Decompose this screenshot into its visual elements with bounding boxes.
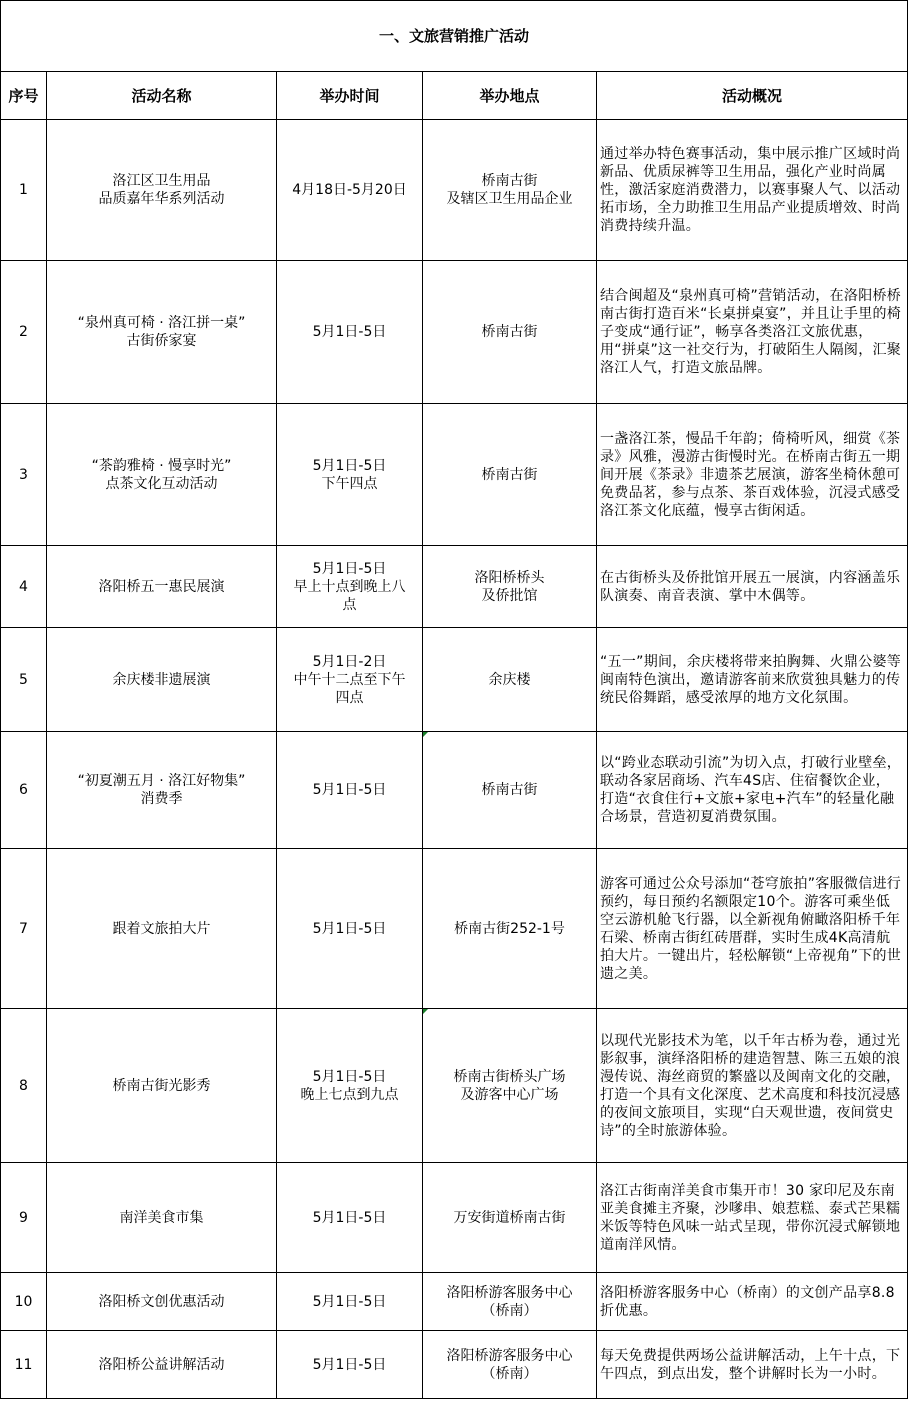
table-row	[1, 732, 908, 849]
cell-time: 5月1日-5日 下午四点	[277, 404, 423, 546]
table-title: 一、文旅营销推广活动	[1, 1, 908, 72]
cell-time: 5月1日-5日	[277, 732, 423, 849]
table-row	[1, 1331, 908, 1399]
header-desc: 活动概况	[597, 72, 908, 120]
cell-name: “泉州真可椅 · 洛江拼一桌” 古街侨家宴	[47, 261, 277, 404]
cell-desc: 洛江古街南洋美食市集开市！30 家印尼及东南亚美食摊主齐聚，沙嗲串、娘惹糕、泰式芒果糯米饭等特色风味一站式呈现，带你沉浸式解锁地道南洋风情。	[597, 1163, 908, 1273]
cell-no: 4	[1, 546, 47, 628]
cell-name: 桥南古街光影秀	[47, 1009, 277, 1163]
cell-name: “初夏潮五月 · 洛江好物集” 消费季	[47, 732, 277, 849]
cell-no: 3	[1, 404, 47, 546]
cell-place: 万安街道桥南古街	[423, 1163, 597, 1273]
cell-name: 洛阳桥文创优惠活动	[47, 1273, 277, 1331]
cell-desc: 通过举办特色赛事活动，集中展示推广区域时尚新品、优质尿裤等卫生用品，强化产业时尚属性，激活家庭消费潜力，以赛事聚人气、以活动拓市场，全力助推卫生用品产业提质增效、时尚消费持续升温。	[597, 120, 908, 261]
cell-desc: 结合闽超及“泉州真可椅”营销活动，在洛阳桥桥南古街打造百米“长桌拼桌宴”，并且让手里的椅子变成“通行证”，畅享各类洛江文旅优惠，用“拼桌”这一社交行为，打破陌生人隔阂，汇聚洛江人气，打造文旅品牌。	[597, 261, 908, 404]
cell-time: 5月1日-5日	[277, 1331, 423, 1399]
cell-place: 桥南古街桥头广场 及游客中心广场	[423, 1009, 597, 1163]
cell-desc: 每天免费提供两场公益讲解活动，上午十点，下午四点，到点出发，整个讲解时长为一小时。	[597, 1331, 908, 1399]
cell-no: 9	[1, 1163, 47, 1273]
cell-name: 跟着文旅拍大片	[47, 849, 277, 1009]
cell-desc: “五一”期间，余庆楼将带来拍胸舞、火鼎公婆等闽南特色演出，邀请游客前来欣赏独具魅力的传统民俗舞蹈，感受浓厚的地方文化氛围。	[597, 628, 908, 732]
cell-desc: 在古街桥头及侨批馆开展五一展演，内容涵盖乐队演奏、南音表演、掌中木偶等。	[597, 546, 908, 628]
cell-name: 洛阳桥五一惠民展演	[47, 546, 277, 628]
cell-name: 南洋美食市集	[47, 1163, 277, 1273]
cell-no: 11	[1, 1331, 47, 1399]
table-row	[1, 1009, 908, 1163]
cell-place: 桥南古街252-1号	[423, 849, 597, 1009]
cell-desc: 以“跨业态联动引流”为切入点，打破行业壁垒，联动各家居商场、汽车4S店、住宿餐饮企业，打造“衣食住行+文旅+家电+汽车”的轻量化融合场景，营造初夏消费氛围。	[597, 732, 908, 849]
table-row	[1, 628, 908, 732]
cell-place: 桥南古街	[423, 732, 597, 849]
cell-place: 桥南古街	[423, 261, 597, 404]
table-row	[1, 1273, 908, 1331]
cell-time: 5月1日-5日	[277, 1163, 423, 1273]
cell-desc: 一盏洛江茶，慢品千年韵；倚椅听风，细赏《茶录》风雅，漫游古街慢时光。在桥南古街五一期间开展《茶录》非遗茶艺展演，游客坐椅休憩可免费品茗，参与点茶、茶百戏体验，沉浸式感受洛江茶文化底蕴，慢享古街闲适。	[597, 404, 908, 546]
cell-time: 5月1日-5日	[277, 849, 423, 1009]
cell-place: 余庆楼	[423, 628, 597, 732]
table-row	[1, 546, 908, 628]
cell-no: 6	[1, 732, 47, 849]
cell-name: 洛阳桥公益讲解活动	[47, 1331, 277, 1399]
cell-place: 洛阳桥桥头 及侨批馆	[423, 546, 597, 628]
cell-desc: 以现代光影技术为笔，以千年古桥为卷，通过光影叙事，演绎洛阳桥的建造智慧、陈三五娘的浪漫传说、海丝商贸的繁盛以及闽南文化的交融，打造一个具有文化深度、艺术高度和科技沉浸感的夜间文旅项目，实现“白天观世遗，夜间赏史诗”的全时旅游体验。	[597, 1009, 908, 1163]
cell-desc: 洛阳桥游客服务中心（桥南）的文创产品享8.8折优惠。	[597, 1273, 908, 1331]
header-no: 序号	[1, 72, 47, 120]
cell-no: 2	[1, 261, 47, 404]
table-row	[1, 120, 908, 261]
cell-no: 7	[1, 849, 47, 1009]
cell-no: 10	[1, 1273, 47, 1331]
table-row	[1, 404, 908, 546]
cell-time: 5月1日-5日	[277, 1273, 423, 1331]
cell-time: 4月18日-5月20日	[277, 120, 423, 261]
cell-no: 8	[1, 1009, 47, 1163]
cell-no: 5	[1, 628, 47, 732]
header-time: 举办时间	[277, 72, 423, 120]
header-place: 举办地点	[423, 72, 597, 120]
cell-name: 余庆楼非遗展演	[47, 628, 277, 732]
cell-desc: 游客可通过公众号添加“苍穹旅拍”客服微信进行预约，每日预约名额限定10个。游客可乘坐低空云游机舱飞行器，以全新视角俯瞰洛阳桥千年石梁、桥南古街红砖厝群，实时生成4K高清航拍大片。一键出片，轻松解锁“上帝视角”下的世遗之美。	[597, 849, 908, 1009]
cell-place: 桥南古街 及辖区卫生用品企业	[423, 120, 597, 261]
cell-time: 5月1日-5日 晚上七点到九点	[277, 1009, 423, 1163]
cell-name: 洛江区卫生用品 品质嘉年华系列活动	[47, 120, 277, 261]
cell-place: 洛阳桥游客服务中心 （桥南）	[423, 1273, 597, 1331]
cell-time: 5月1日-2日 中午十二点至下午 四点	[277, 628, 423, 732]
cell-place: 桥南古街	[423, 404, 597, 546]
table-row	[1, 261, 908, 404]
table-row	[1, 1163, 908, 1273]
cell-place: 洛阳桥游客服务中心 （桥南）	[423, 1331, 597, 1399]
title-row	[1, 1, 908, 72]
cell-time: 5月1日-5日 早上十点到晚上八 点	[277, 546, 423, 628]
cell-name: “茶韵雅椅 · 慢享时光” 点茶文化互动活动	[47, 404, 277, 546]
cell-time: 5月1日-5日	[277, 261, 423, 404]
cell-no: 1	[1, 120, 47, 261]
header-name: 活动名称	[47, 72, 277, 120]
header-row	[1, 72, 908, 120]
table-row	[1, 849, 908, 1009]
